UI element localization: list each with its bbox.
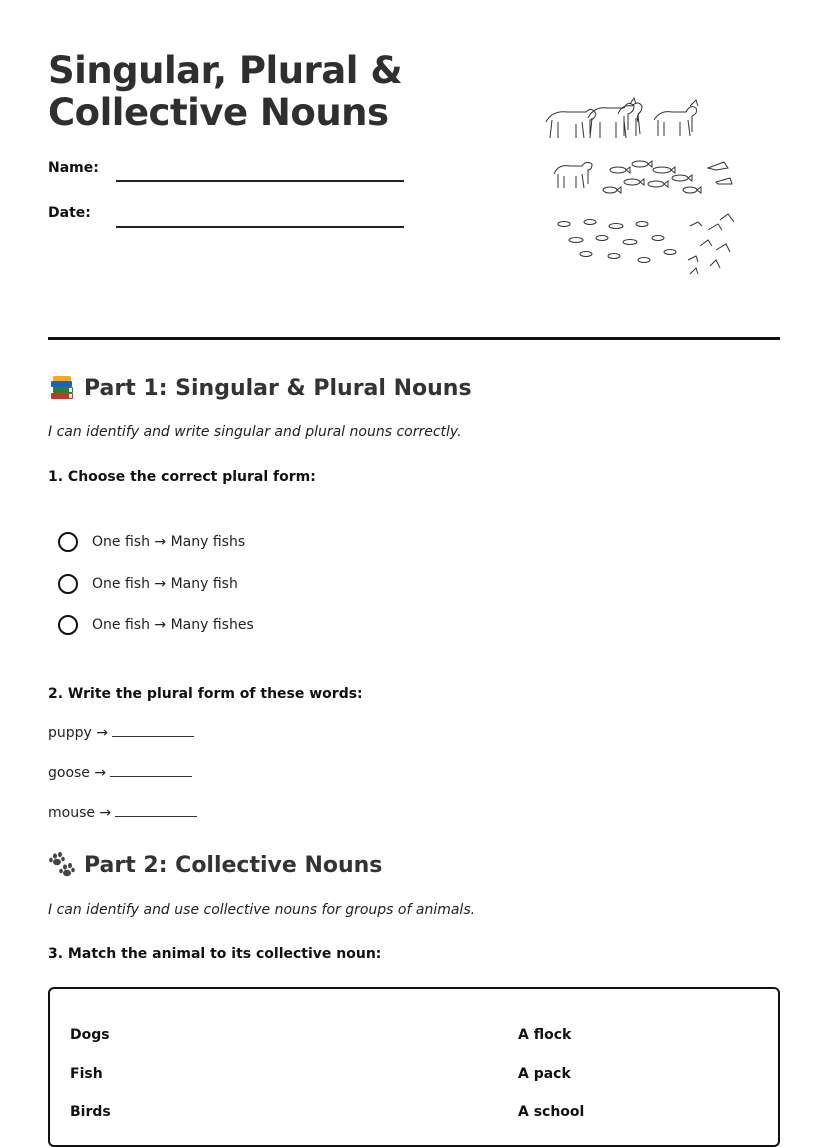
answer-blank[interactable] [112, 725, 194, 737]
option-label: One fish → Many fishes [92, 617, 254, 633]
radio-button[interactable] [58, 615, 78, 635]
animal-fish[interactable]: Fish [70, 1066, 103, 1082]
date-label: Date: [48, 205, 91, 221]
paw-prints-icon [48, 851, 76, 879]
word-label: goose → [48, 765, 107, 781]
part1-heading-text: Part 1: Singular & Plural Nouns [84, 375, 472, 401]
animal-dogs[interactable]: Dogs [70, 1027, 110, 1043]
name-label: Name: [48, 160, 99, 176]
name-field[interactable] [116, 180, 404, 182]
title-line-2: Collective Nouns [48, 91, 389, 134]
animal-groups-illustration [540, 90, 740, 280]
word-label: puppy → [48, 725, 108, 741]
answer-blank[interactable] [110, 765, 192, 777]
part2-intro: I can identify and use collective nouns for groups of animals. [48, 902, 476, 918]
part1-heading [48, 374, 472, 402]
word-goose [48, 765, 192, 781]
fish-school-drawing [554, 161, 732, 193]
option-fishes[interactable] [58, 615, 254, 635]
option-label: One fish → Many fish [92, 576, 238, 592]
answer-blank[interactable] [115, 805, 197, 817]
word-puppy [48, 725, 194, 741]
part2-heading [48, 851, 382, 879]
word-label: mouse → [48, 805, 112, 821]
part1-intro: I can identify and write singular and plural nouns correctly. [48, 424, 462, 440]
matching-box [48, 987, 780, 1147]
radio-button[interactable] [58, 532, 78, 552]
option-label: One fish → Many fishs [92, 534, 246, 550]
option-fishs[interactable] [58, 532, 245, 552]
question-3: 3. Match the animal to its collective noun: [48, 946, 382, 962]
section-divider [48, 337, 780, 340]
word-mouse [48, 805, 197, 821]
option-fish[interactable] [58, 574, 238, 594]
collective-pack[interactable]: A pack [518, 1066, 571, 1082]
bird-flock-drawing [558, 214, 734, 274]
question-1: 1. Choose the correct plural form: [48, 469, 316, 485]
question-2: 2. Write the plural form of these words: [48, 686, 363, 702]
date-field[interactable] [116, 226, 404, 228]
radio-button[interactable] [58, 574, 78, 594]
worksheet-title [48, 50, 402, 134]
collective-school[interactable]: A school [518, 1104, 585, 1120]
dog-pack-drawing [546, 98, 698, 138]
collective-flock[interactable]: A flock [518, 1027, 572, 1043]
animal-birds[interactable]: Birds [70, 1104, 111, 1120]
part2-heading-text: Part 2: Collective Nouns [84, 852, 383, 878]
title-line-1: Singular, Plural & [48, 49, 403, 92]
books-icon [48, 374, 76, 402]
